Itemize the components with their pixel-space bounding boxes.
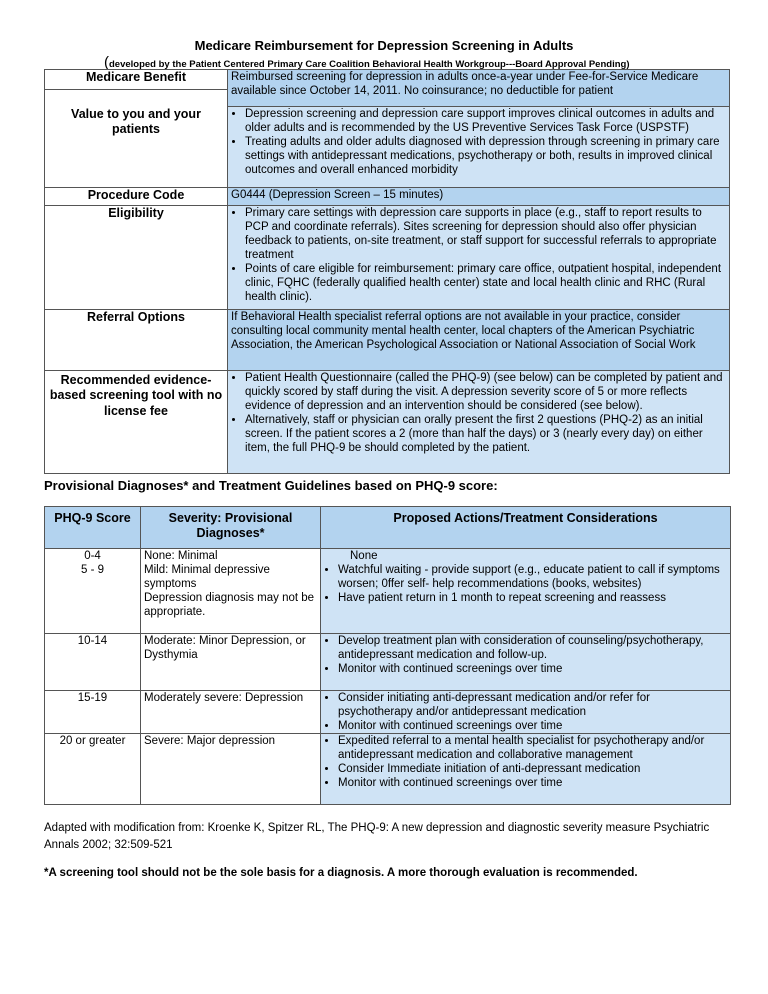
severity-cell: Moderate: Minor Depression, or Dysthymia [141,634,321,691]
screening-tool-bullet: • Alternatively, staff or physician can orally present the first 2 questions (PHQ-2) as an initial screen. If the patient scores a 2 (more than half the days) or 3 (nearly every day) on either item, the full PHQ-9 be should completed by the patient. [245,413,726,455]
value-bullet: • Depression screening and depression care support improves clinical outcomes in adults and older adults and is recommended by the US Preventive Services Task Force (USPSTF) [245,107,726,135]
table-row [45,549,731,634]
score-cell: 20 or greater [45,734,141,805]
medicare-benefit-text: Reimbursed screening for depression in adults once-a-year under Fee-for-Service Medicare available since October 14, 2011. No coinsurance; no deductible for patient [228,70,730,107]
header-severity: Severity: Provisional Diagnoses* [141,507,321,549]
eligibility-bullet: • Primary care settings with depression care supports in place (e.g., staff to report results to PCP and coordinate referrals). Sites screening for depression should also offer physician feedback to patients, on-site treatment, or staff support for successful referrals to appropriate treatment [245,206,726,262]
actions-cell [321,691,731,734]
table-row [45,691,731,734]
table-row [45,734,731,805]
severity-cell: Severe: Major depression [141,734,321,805]
action-bullet: • Expedited referral to a mental health specialist for psychotherapy and/or antidepressant medication and collaborative management [338,734,727,762]
actions-list [324,563,727,605]
actions-cell [321,634,731,691]
action-bullet: • Watchful waiting - provide support (e.g., educate patient to call if symptoms worsen; 0ffer self- help recommendations (books, websites) [338,563,727,591]
actions-cell [321,549,731,634]
screening-tool-label: Recommended evidence-based screening tool with no license fee [45,370,228,473]
document-title: Medicare Reimbursement for Depression Screening in Adults [194,38,574,53]
score-cell: 15-19 [45,691,141,734]
action-bullet: • Monitor with continued screenings over time [338,662,727,676]
procedure-code-text: G0444 (Depression Screen – 15 minutes) [228,187,730,205]
action-bullet: • Monitor with continued screenings over time [338,719,727,733]
procedure-code-label: Procedure Code [45,187,228,205]
screening-tool-cell [228,370,730,473]
screening-tool-list [231,371,726,455]
benefit-table [44,69,730,474]
severity-cell [141,549,321,634]
action-bullet: • Develop treatment plan with consideration of counseling/psychotherapy, antidepressant medication and follow-up. [338,634,727,662]
severity-text: Depression diagnosis may not be appropriate. [144,592,315,618]
value-bullet: • Treating adults and older adults diagnosed with depression through screening in primary care settings with antidepressant medications, psychotherapy or both, results in improved clinical outcomes and overall enhanced morbidity [245,135,726,177]
phq9-table [44,506,731,805]
score-cell [45,549,141,634]
medicare-benefit-label: Medicare Benefit [45,70,228,90]
eligibility-list [231,206,726,304]
severity-text: Mild: Minimal depressive symptoms [144,564,270,590]
eligibility-bullet: • Points of care eligible for reimbursement: primary care office, outpatient hospital, independent clinic, FQHC (federally qualified health center) state and local health clinic and RHC (Rural health clinic). [245,262,726,304]
value-label: Value to you and your patients [45,107,228,188]
severity-text: None: Minimal [144,550,218,562]
disclaimer-note: *A screening tool should not be the sole basis for a diagnosis. A more thorough evaluation is recommended. [44,867,638,879]
eligibility-cell [228,205,730,309]
referral-options-text: If Behavioral Health specialist referral options are not available in your practice, consider consulting local community mental health center, local chapters of the American Psychiatric Association, the American Psychological Association or National Association of Social Work [228,309,730,370]
header-phq9-score: PHQ-9 Score [45,507,141,549]
action-none: None [350,550,378,562]
value-cell [228,107,730,188]
subtitle-text: developed by the Patient Centered Primary Care Coalition Behavioral Health Workgroup---Board Approval Pending) [109,59,630,70]
header-actions: Proposed Actions/Treatment Considerations [321,507,731,549]
table-row [45,634,731,691]
citation-text: Adapted with modification from: Kroenke K, Spitzer RL, The PHQ-9: A new depression and diagnostic severity measure Psychiatric Annals 2002; 32:509-521 [44,822,710,851]
action-bullet: • Monitor with continued screenings over time [338,776,727,790]
score-value: 5 - 9 [80,564,104,576]
action-bullet: • Consider Immediate initiation of anti-depressant medication [338,762,727,776]
screening-tool-bullet: • Patient Health Questionnaire (called the PHQ-9) (see below) can be completed by patient and quickly scored by staff during the visit. A depression severity score of 5 or more reflects evidence of depression and an intervention should be considered (see below). [245,371,726,413]
actions-list [324,634,727,676]
actions-list [324,734,727,790]
actions-cell [321,734,731,805]
subtitle-paren: ( [104,54,109,71]
action-bullet: • Consider initiating anti-depressant medication and/or refer for psychotherapy and/or antidepressant medication [338,691,727,719]
actions-list [324,691,727,733]
score-cell: 10-14 [45,634,141,691]
value-list [231,107,726,177]
score-value: 0-4 [84,550,101,562]
referral-options-label: Referral Options [45,309,228,370]
eligibility-label: Eligibility [45,205,228,309]
severity-cell: Moderately severe: Depression [141,691,321,734]
section-heading: Provisional Diagnoses* and Treatment Guidelines based on PHQ-9 score: [44,478,498,493]
action-bullet: • Have patient return in 1 month to repeat screening and reassess [338,591,727,605]
